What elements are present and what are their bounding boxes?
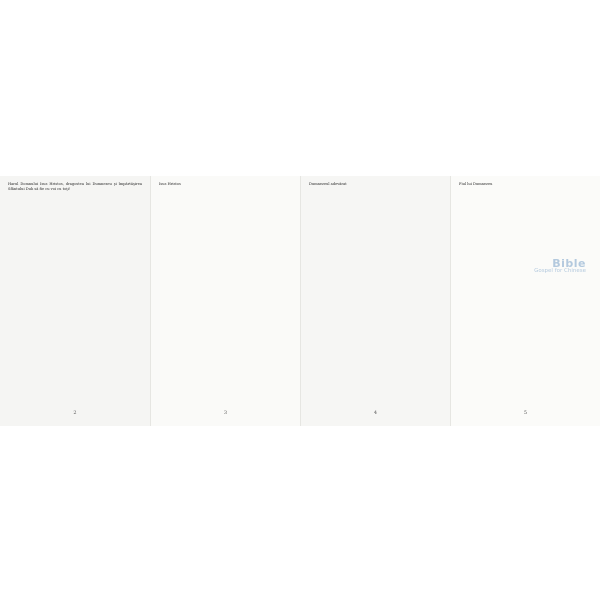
- booklet-spread: [0, 176, 600, 426]
- paragraph: Harul Domnului Isus Hristos, dragostea lui Dumnezeu şi împărtăşirea Sfântului Duh să fie cu voi cu toţi!: [8, 182, 142, 192]
- page-5-text: [459, 182, 592, 187]
- page-4-text: [309, 182, 442, 187]
- watermark-line-1: Bible: [552, 257, 586, 270]
- page-5: [450, 176, 600, 426]
- watermark-line-2: Gospel for Chinese: [534, 268, 586, 274]
- page-2: [0, 176, 150, 426]
- page-number: 3: [223, 410, 228, 416]
- page-3-text: [159, 182, 292, 187]
- paragraph: Isus Hristos: [159, 182, 181, 186]
- page-4: [300, 176, 450, 426]
- page-2-text: [8, 182, 142, 192]
- paragraph: Dumnezeul adevărat: [309, 182, 347, 186]
- page-number: 2: [73, 410, 77, 416]
- page-number: 5: [523, 410, 528, 416]
- paragraph: Fiul lui Dumnezeu: [459, 182, 493, 186]
- watermark-logo: [534, 258, 586, 275]
- page-number: 4: [373, 410, 378, 416]
- page-3: [150, 176, 300, 426]
